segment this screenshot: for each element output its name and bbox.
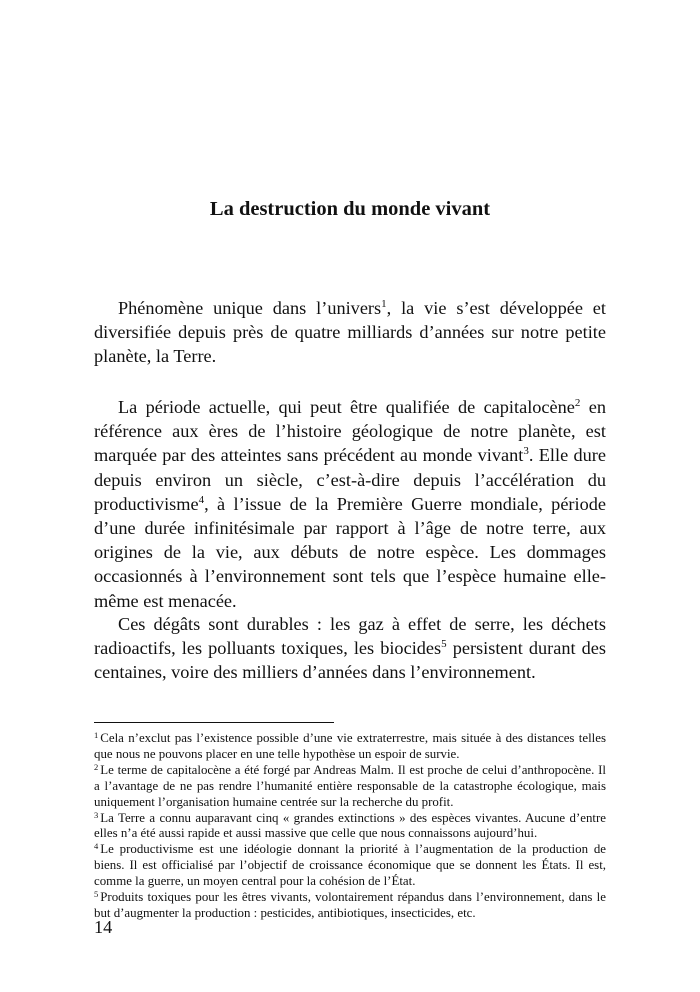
footnote-number: 3 (94, 809, 99, 820)
text-run: La période actuelle, qui peut être qualifiée de capitalocène (118, 397, 575, 417)
text-run: , à l’issue de la Première Guerre mondiale, période d’une durée infinitésimale par rapport à l’âge de notre terre, aux origines de la vie, aux débuts de notre espèce. Les dommages occasionnés à l’environnement sont tels que l’espèce humaine elle-même est menacée. (94, 493, 606, 611)
text-run: . Elle dure depuis environ un siècle, c’est-à-dire depuis l’accélération du productivisme (94, 445, 606, 514)
footnote-4 (94, 842, 606, 890)
footnote-2 (94, 763, 606, 811)
footnote-text: Le terme de capitalocène a été forgé par Andreas Malm. Il est proche de celui d’anthropocène. Il a l’avantage de ne pas rendre l’humanité entière responsable de la catastrophe écologique, mais uniquement l’organisation humaine centrée sur la recherche du profit. (94, 762, 606, 809)
body-paragraph-1 (94, 296, 606, 369)
footnote-text: La Terre a connu auparavant cinq « grandes extinctions » des espèces vivantes. Aucune d’entre elles n’a été aussi rapide et aussi massive que celle que nous connaissons aujourd’hui. (94, 810, 606, 841)
footnote-reference-5: 5 (441, 638, 447, 651)
text-run: Ces dégâts sont durables : les gaz à effet de serre, les déchets radioactifs, les polluants toxiques, les biocides (94, 614, 606, 659)
footnote-reference-3: 3 (523, 445, 529, 458)
footnote-separator (94, 722, 334, 723)
footnote-1 (94, 731, 606, 763)
text-run: , la vie s’est développée et diversifiée depuis près de quatre milliards d’années sur notre petite planète, la Terre. (94, 298, 606, 367)
footnote-5 (94, 890, 606, 922)
body-paragraph-3 (94, 612, 606, 685)
text-run: persistent durant des centaines, voire des milliers d’années dans l’environnement. (94, 638, 606, 683)
footnote-reference-2: 2 (574, 397, 581, 409)
page-number: 14 (94, 917, 113, 937)
footnote-number: 2 (94, 761, 99, 772)
footnote-number: 1 (94, 730, 99, 740)
footnote-reference-4: 4 (198, 493, 205, 506)
footnote-text: Cela n’exclut pas l’existence possible d’une vie extraterrestre, mais située à des distances telles que nous ne pouvons placer en une telle hypothèse un espoir de survie. (94, 731, 606, 761)
text-run: en référence aux ères de l’histoire géologique de notre planète, est marquée par des atteintes sans précédent au monde vivant (94, 397, 607, 466)
footnote-text: Produits toxiques pour les êtres vivants, volontairement répandus dans l’environnement, dans le but d’augmenter la production : pesticides, antibiotiques, insecticides, etc. (94, 890, 606, 920)
footnotes (94, 731, 606, 922)
footnote-number: 5 (94, 889, 99, 900)
footnote-text: Le productivisme est une idéologie donnant la priorité à l’augmentation de la production de biens. Il est officialisé par l’objectif de croissance économique que se donnent les États. Il est, comme la guerre, un moyen central pour la cohésion de l’État. (94, 842, 606, 889)
page-title: La destruction du monde vivant (209, 198, 491, 220)
footnote-3 (94, 811, 606, 843)
footnote-number: 4 (94, 841, 99, 852)
footnote-reference-1: 1 (381, 298, 387, 310)
text-run: Phénomène unique dans l’univers (118, 298, 382, 318)
body-paragraph-2 (94, 395, 606, 613)
